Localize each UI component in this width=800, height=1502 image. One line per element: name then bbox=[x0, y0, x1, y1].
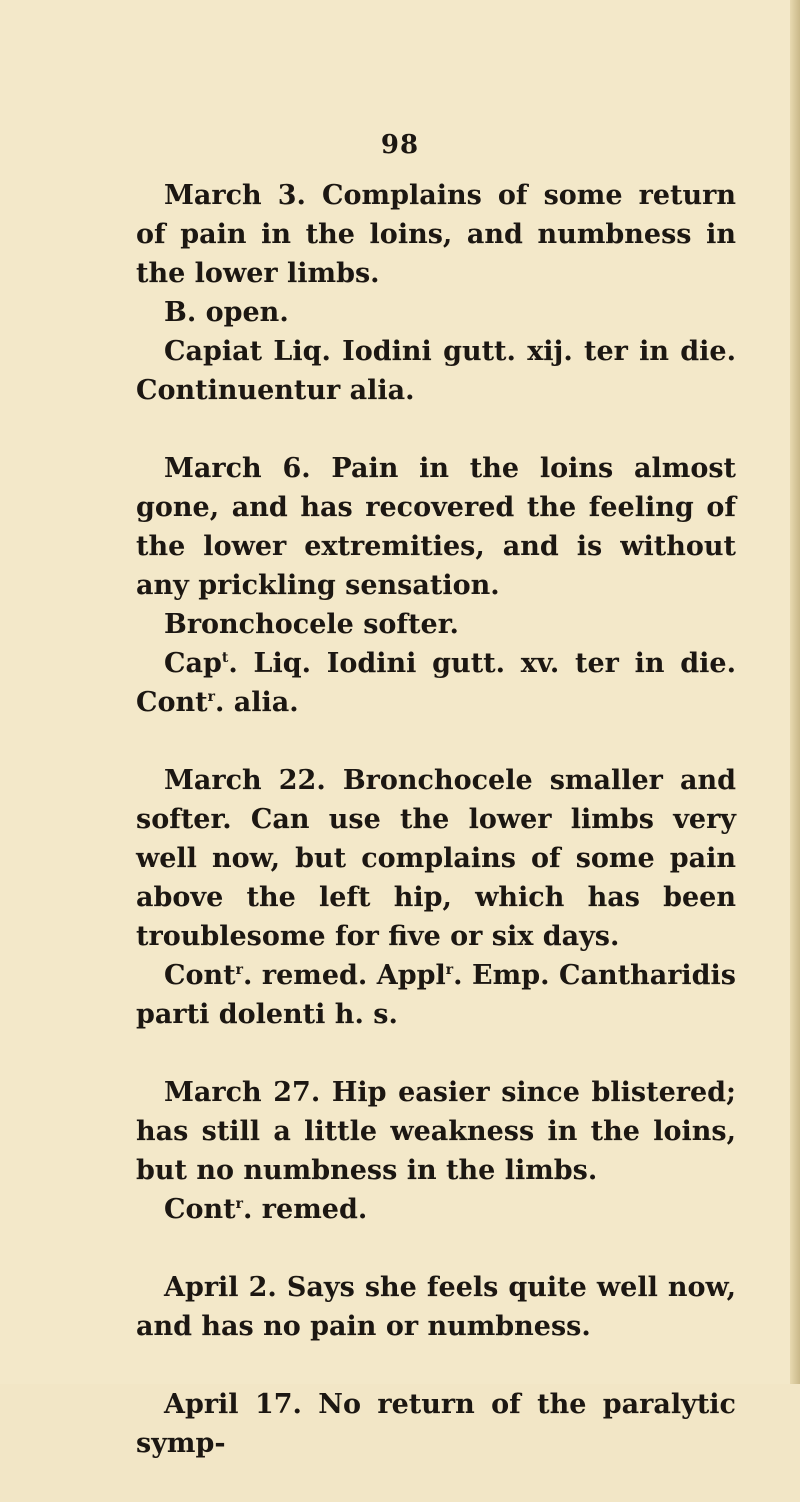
superscript: r bbox=[207, 689, 215, 705]
entry-paragraph: March 27. Hip easier since blistered; has still a little weakness in the loins, but no numbness in the limbs. bbox=[136, 1077, 736, 1186]
superscript: r bbox=[445, 962, 454, 978]
entry-march-22 bbox=[136, 761, 736, 1034]
entry-paragraph: March 6. Pain in the loins almost gone, and has recovered the feeling of the lower extremities, and is without any prickling sensation. bbox=[136, 453, 736, 601]
page-number: 98 bbox=[380, 130, 420, 160]
entry-paragraph: Cont$^r$. remed. bbox=[164, 1194, 368, 1225]
superscript: r bbox=[235, 962, 243, 978]
case-notes bbox=[136, 176, 736, 1502]
entry-paragraph: Capiat Liq. Iodini gutt. xij. ter in die. Continuentur alia. bbox=[136, 336, 736, 406]
entry-paragraph: B. open. bbox=[164, 297, 289, 328]
entry-paragraph: March 3. Complains of some return of pain in the loins, and numbness in the lower limbs. bbox=[136, 180, 736, 289]
entry-march-27 bbox=[136, 1073, 736, 1229]
entry-paragraph: March 22. Bronchocele smaller and softer. Can use the lower limbs very well now, but complains of some pain above the left hip, which has been troublesome for five or six days. bbox=[136, 765, 736, 952]
superscript: t bbox=[221, 650, 229, 666]
entry-paragraph: April 2. Says she feels quite well now, and has no pain or numbness. bbox=[136, 1272, 736, 1342]
entry-april-17 bbox=[136, 1385, 736, 1463]
entry-paragraph: Cap$^t$. Liq. Iodini gutt. xv. ter in die. Cont$^r$. alia. bbox=[136, 648, 736, 718]
entry-paragraph: Bronchocele softer. bbox=[164, 609, 459, 640]
entry-march-6 bbox=[136, 449, 736, 722]
entry-paragraph: Cont$^r$. remed. Appl$^r$. Emp. Cantharidis parti dolenti h. s. bbox=[136, 960, 737, 1030]
entry-march-3 bbox=[136, 176, 736, 410]
page-edge bbox=[790, 0, 800, 1384]
entry-april-2 bbox=[136, 1268, 736, 1346]
entry-paragraph: April 17. No return of the paralytic symp- bbox=[136, 1389, 736, 1459]
superscript: r bbox=[235, 1196, 243, 1212]
